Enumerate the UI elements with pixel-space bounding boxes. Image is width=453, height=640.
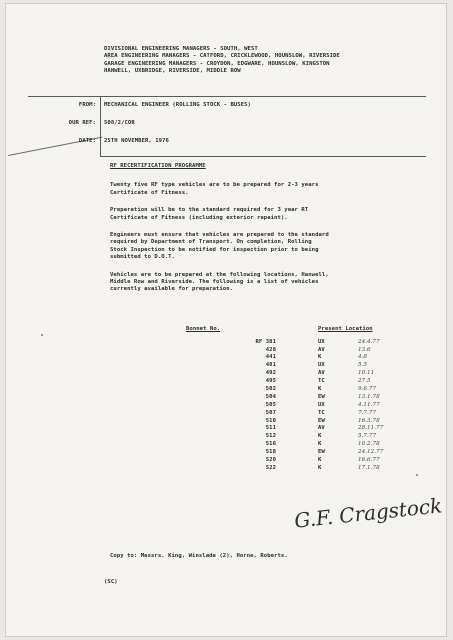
bonnet-number: 512 [265, 433, 276, 440]
bonnet-number: 492 [265, 370, 276, 377]
table-row [186, 370, 383, 378]
handwritten-date-note: 16.3.78 [358, 417, 380, 424]
table-row [186, 386, 383, 394]
handwritten-date-note: 17.1.78 [358, 464, 380, 471]
addressee-block [104, 46, 340, 76]
paragraph-3: Engineers must ensure that vehicles are prepared to the standard required by Department of Transport. On completion, Rolling Stock Inspection to be notified for inspection prior to being submitted to D.O.T. [110, 232, 329, 261]
present-location: EW [318, 449, 325, 456]
bonnet-number: 522 [265, 464, 276, 471]
bonnet-number: 520 [265, 457, 276, 463]
table-row [186, 409, 383, 417]
bonnet-number: 441 [265, 354, 276, 361]
handwritten-date-note: 10.11 [358, 370, 375, 377]
table-row [186, 417, 383, 425]
present-location: K [318, 433, 322, 440]
present-location: EW [318, 393, 325, 400]
addressee-line: DIVISIONAL ENGINEERING MANAGERS - SOUTH, WEST [104, 46, 258, 52]
bonnet-number: 504 [265, 393, 276, 400]
paper-speck [416, 474, 418, 476]
ref-value: 508/2/COR [104, 120, 135, 126]
present-location: AV [318, 370, 325, 377]
handwritten-date-note: 4.8 [358, 354, 368, 361]
bonnet-number: 510 [265, 417, 276, 424]
handwritten-date-note: 7.7.77 [358, 409, 377, 416]
bonnet-header: Bonnet No. [186, 326, 221, 332]
table-row [186, 362, 383, 370]
signature: G.F. Cragstock [293, 493, 444, 533]
handwritten-date-note: 27.5 [358, 378, 371, 385]
handwritten-date-note: 13.6 [358, 346, 371, 353]
bonnet-number: 502 [265, 385, 276, 392]
date-label: DATE: [78, 138, 96, 144]
addressee-line: AREA ENGINEERING MANAGERS - CATFORD, CRICKLEWOOD, HOUNSLOW, RIVERSIDE [104, 53, 340, 60]
ref-label: OUR REF: [68, 120, 96, 126]
handwritten-date-note: 5.5 [358, 362, 368, 369]
handwritten-date-note: 24.12.77 [358, 449, 384, 456]
addressee-line: GARAGE ENGINEERING MANAGERS - CROYDON, EDGWARE, HOUNSLOW, KINGSTON [104, 60, 330, 67]
paper-speck [41, 334, 43, 336]
handwritten-date-note: 4.11.77 [358, 401, 380, 408]
present-location: K [318, 441, 322, 448]
location-header: Present Location [318, 326, 373, 332]
present-location: UX [318, 338, 325, 345]
present-location: UX [318, 362, 325, 369]
present-location: K [318, 457, 322, 463]
table-row [186, 402, 383, 410]
memo-body [110, 163, 430, 301]
handwritten-date-note: 9.6.77 [358, 385, 377, 392]
bonnet-number: 505 [265, 401, 276, 408]
table-row [186, 465, 383, 473]
date-value: 25TH NOVEMBER, 1976 [104, 138, 169, 144]
table-row [186, 441, 383, 449]
bonnet-number: 518 [265, 449, 276, 456]
bonnet-number: 516 [265, 441, 276, 448]
table-row [186, 394, 383, 402]
present-location: K [318, 354, 322, 361]
present-location: K [318, 385, 322, 392]
paragraph-2: Preparation will be to the standard required for 3 year RT Certificate of Fitness (including exterior repaint). [110, 207, 309, 221]
paragraph-1: Twenty five RF type vehicles are to be prepared for 2-3 years Certificate of Fitness. [110, 182, 319, 196]
table-row [186, 425, 383, 433]
table-row [186, 433, 383, 441]
handwritten-date-note: 13.1.78 [358, 393, 380, 400]
bonnet-number: 495 [265, 378, 276, 385]
bonnet-number: 481 [265, 362, 276, 369]
table-header-row [186, 326, 383, 338]
table-row [186, 346, 383, 354]
handwritten-date-note: 16.6.77 [358, 457, 380, 463]
bonnet-number: 511 [265, 425, 276, 432]
present-location: EW [318, 417, 325, 424]
bonnet-number: RF 381 [255, 338, 276, 345]
from-value: MECHANICAL ENGINEER (ROLLING STOCK - BUSES) [104, 102, 251, 108]
vehicle-table [186, 326, 383, 473]
memo-page [6, 4, 446, 636]
table-row [186, 457, 383, 465]
present-location: TC [318, 378, 325, 385]
present-location: UX [318, 401, 325, 408]
present-location: AV [318, 346, 325, 353]
header-rule-top [28, 96, 426, 97]
from-label: FROM: [78, 102, 96, 108]
addressee-line: HANWELL, UXBRIDGE, RIVERSIDE, MIDDLE ROW [104, 68, 241, 75]
table-row [186, 354, 383, 362]
handwritten-date-note: 5.7.77 [358, 433, 377, 440]
handwritten-date-note: 24.4.77 [358, 338, 380, 345]
bonnet-number: 428 [265, 346, 276, 353]
present-location: K [318, 464, 322, 471]
handwritten-date-note: 28.11.77 [358, 425, 384, 432]
vehicle-table-body [186, 338, 383, 472]
subject-line: RF RECERTIFICATION PROGRAMME [110, 163, 206, 169]
bonnet-number: 507 [265, 409, 276, 416]
reference-initials: (SC) [104, 579, 118, 585]
present-location: AV [318, 425, 325, 432]
table-row [186, 338, 383, 346]
table-row [186, 378, 383, 386]
paragraph-4: Vehicles are to be prepared at the following locations, Hanwell, Middle Row and Riverside. The following is a list of vehicles currently available for preparation. [110, 271, 329, 293]
handwritten-date-note: 10.2.78 [358, 441, 380, 448]
header-rule-vertical [100, 96, 101, 156]
copy-to-line: Copy to: Messrs. King, Winslade (2), Horne, Roberts. [110, 553, 288, 559]
header-rule-bottom [100, 156, 426, 157]
table-row [186, 449, 383, 457]
present-location: TC [318, 409, 325, 416]
